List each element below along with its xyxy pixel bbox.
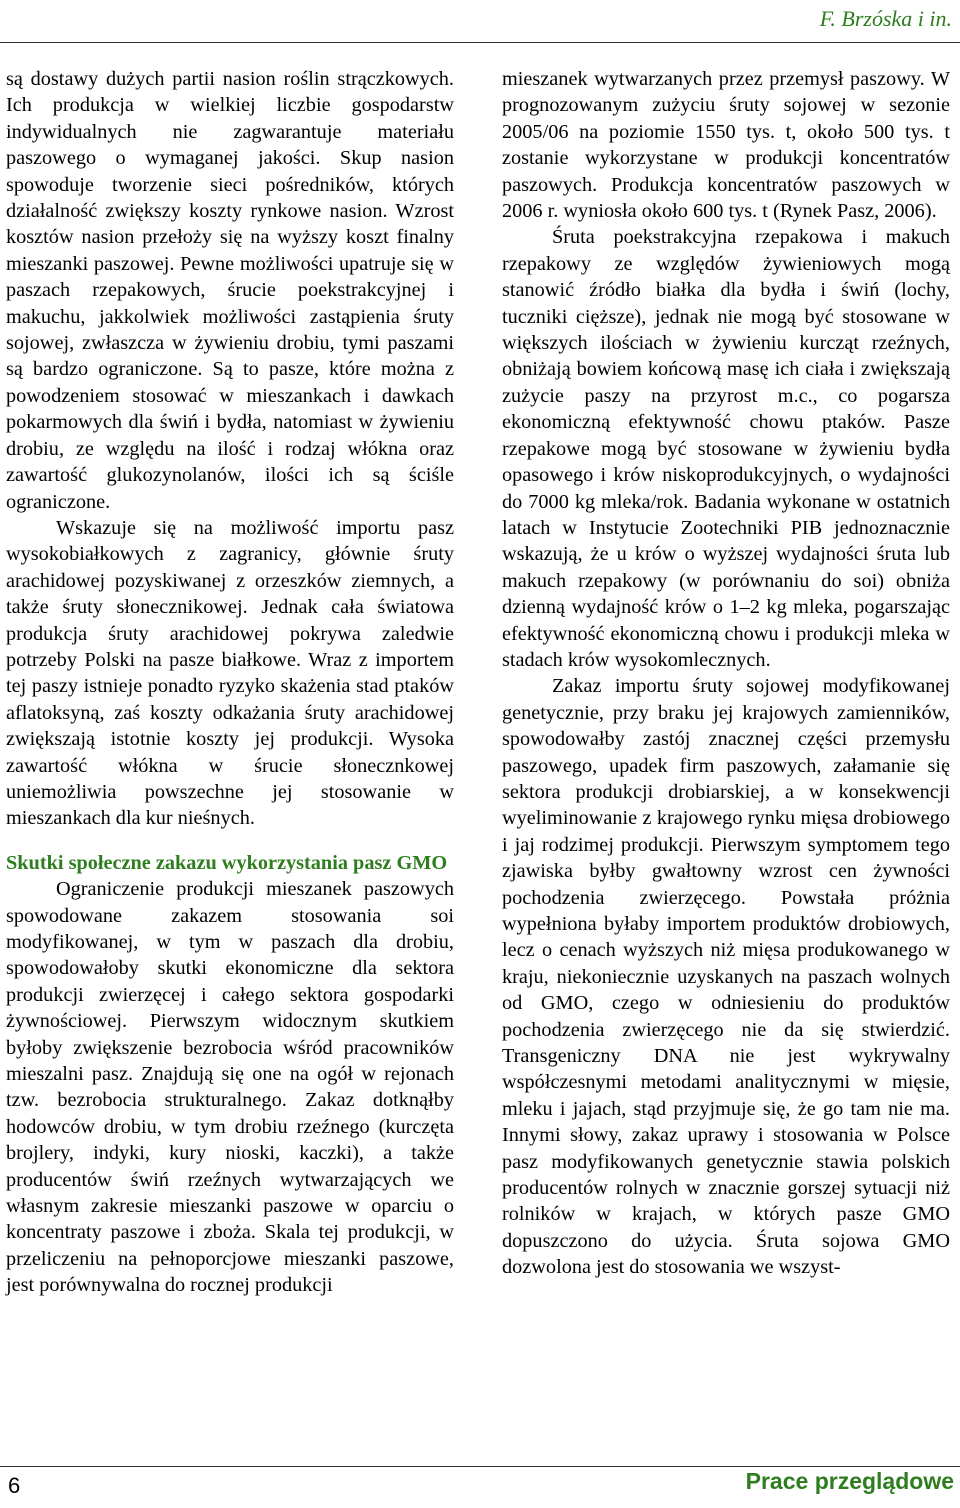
section-heading: Skutki społeczne zakazu wykorzystania pasz GMO [6, 851, 448, 874]
left-column [6, 66, 454, 1299]
footer-rule [0, 1466, 960, 1467]
paragraph: Zakaz importu śruty sojowej modyfikowanej genetycznie, przy braku jej krajowych zamienników, spowodowałby zastój znacznej części przemysłu paszowego, upadek firm paszowych, załamanie się sektora produkcji drobiarskiej, a w konsekwencji wyeliminowanie z krajowego rynku mięsa drobiowego i jaj rodzimej produkcji. Pierwszym symptomem tego zjawiska byłby gwałtowny wzrost cen żywności pochodzenia zwierzęcego. Powstała próżnia wypełniona byłaby importem produktów drobiowych, lecz o cenach wyższych niż mięsa produkowanego w kraju, niekoniecznie uzyskanych na paszach wolnych od GMO, czego w odniesieniu do produktów pochodzenia zwierzęcego nie da się stwierdzić. Transgeniczny DNA nie jest wykrywalny współczesnymi metodami analitycznymi w mięsie, mleku i jajach, stąd przyjmuje się, że go tam nie ma. Innymi słowy, zakaz uprawy i stosowania w Polsce pasz modyfikowanych genetycznie stawia polskich producentów rolnych w znacznie gorszej sytuacji niż rolników w krajach, w których pasze GMO dopuszczono do użycia. Śruta sojowa GMO dozwolona jest do stosowania we wszyst- [502, 675, 950, 1279]
paragraph: mieszanek wytwarzanych przez przemysł paszowy. W prognozowanym zużyciu śruty sojowej w sezonie 2005/06 na poziomie 1550 tys. t, około 500 tys. t zostanie wykorzystane w produkcji koncentratów paszowych. Produkcja koncentratów paszowych w 2006 r. wyniosła około 600 tys. t (Rynek Pasz, 2006). [502, 68, 950, 223]
header-rule [0, 42, 960, 43]
paragraph: Wskazuje się na możliwość importu pasz wysokobiałkowych z zagranicy, głównie śruty arachidowej pozyskiwanej z orzeszków ziemnych, a także śruty słonecznikowej. Jednak cała światowa produkcja śruty arachidowej pokrywa zaledwie potrzeby Polski na pasze białkowe. Wraz z importem tej paszy istnieje ponadto ryzyko skażenia stad ptaków aflatoksyną, zaś koszty odkażania śruty arachidowej zwiększają istotnie koszty jej produkcji. Wysoka zawartość włókna w śrucie słonecznkowej uniemożliwia powszechne jej stosowanie w mieszankach dla kur nieśnych. [6, 516, 454, 830]
paragraph: są dostawy dużych partii nasion roślin strączkowych. Ich produkcja w wielkiej liczbie gospodarstw indywidualnych nie zagwarantuje materiału paszowego o wymaganej jakości. Skup nasion spowoduje tworzenie sieci pośredników, których działalność zwiększy koszty rynkowe nasion. Wzrost kosztów nasion przełoży się na wyższy koszt finalny mieszanki paszowej. Pewne możliwości upatruje się w paszach rzepakowych, śrucie poekstrakcyjnej i makuchu, jakkolwiek możliwości zastąpienia śruty sojowej, zwłaszcza w żywieniu drobiu, tymi paszami są bardzo ograniczone. Są to pasze, które można z powodzeniem stosować w mieszankach i dawkach pokarmowych dla świń i bydła, natomiast w żywieniu drobiu, ze względu na ilość i rodzaj włókna oraz zawartość glukozynolanów, ilości ich są ściśle ograniczone. [6, 68, 454, 513]
paragraph: Śruta poekstrakcyjna rzepakowa i makuch rzepakowy ze względów żywieniowych mogą stanowić źródło białka dla bydła i świń (lochy, tuczniki cięższe), jednak nie mogą być stosowane w większych ilościach w żywieniu kurcząt rzeźnych, obniżają bowiem końcową masę ich ciała i zwiększają zużycie paszy na przyrost m.c., co pogarsza ekonomiczną efektywność chowu ptaków. Pasze rzepakowe mogą być stosowane w żywieniu bydła opasowego i krów niskoprodukcyjnych, o wydajności do 7000 kg mleka/rok. Badania wykonane w ostatnich latach w Instytucie Zootechniki PIB jednoznacznie wskazują, że u krów o wyższej wydajności śruta lub makuch rzepakowy (w porównaniu do soi) obniża dzienną wydajność krów o 1–2 kg mleka, pogarszając efektywność ekonomiczną chowu i produkcji mleka w stadach krów wysokomlecznych. [502, 226, 950, 671]
page-number: 6 [8, 1473, 21, 1498]
journal-name: Prace przeglądowe [745, 1468, 954, 1494]
paragraph: Ograniczenie produkcji mieszanek paszowych spowodowane zakazem stosowania soi modyfikowanej, w tym w paszach dla drobiu, spowodowałoby skutki ekonomiczne dla sektora produkcji zwierzęcej i całego sektora gospodarki żywnościowej. Pierwszym widocznym skutkiem byłoby zwiększenie bezrobocia wśród pracowników mieszalni pasz. Znajdują się one na ogół w rejonach tzw. bezrobocia strukturalnego. Zakaz dotknąłby hodowców drobiu, w tym drobiu rzeźnego (kurczęta brojlery, indyki, kury nioski, kaczki), a także producentów świń rzeźnych wytwarzających we własnym zakresie mieszanki paszowe w oparciu o koncentraty paszowe i zboża. Skala tej produkcji, w przeliczeniu na pełnoporcjowe mieszanki paszowe, jest porównywalna do rocznej produkcji [6, 878, 454, 1297]
running-head: F. Brzóska i in. [819, 6, 952, 31]
right-column [502, 66, 950, 1281]
